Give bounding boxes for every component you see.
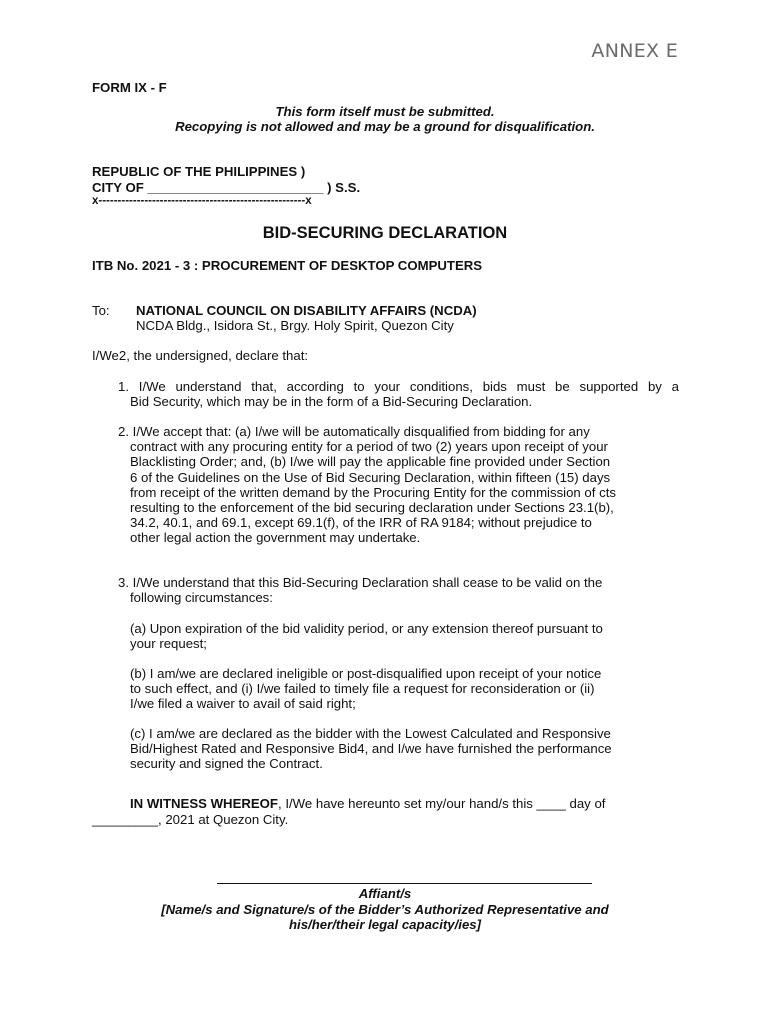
item-3	[118, 575, 679, 605]
separator-line: x------------------------------------------------------x	[92, 195, 312, 207]
item-2-line: other legal action the government may undertake.	[130, 530, 421, 546]
itb-line: ITB No. 2021 - 3 : PROCUREMENT OF DESKTOP COMPUTERS	[92, 258, 483, 273]
republic-line: REPUBLIC OF THE PHILIPPINES )	[92, 164, 306, 179]
document-title: BID-SECURING DECLARATION	[262, 224, 508, 242]
sub-item-b-line: I/we filed a waiver to avail of said right;	[130, 696, 356, 712]
sub-item-b-line: to such effect, and (i) I/we failed to timely file a request for reconsideration or (ii)	[130, 681, 595, 697]
sub-item-a-line: (a) Upon expiration of the bid validity period, or any extension thereof pursuant to	[130, 621, 603, 636]
witness-text: , I/We have hereunto set my/our hand/s this ____ day of	[278, 796, 606, 811]
item-1-line: 1. I/We understand that, according to your conditions, bids must be supported by a	[118, 379, 679, 394]
sub-item-c-line: security and signed the Contract.	[130, 756, 323, 772]
to-label: To:	[92, 303, 110, 318]
item-3-line: 3. I/We understand that this Bid-Securing Declaration shall cease to be valid on the	[118, 575, 603, 590]
form-number: FORM IX - F	[92, 80, 167, 95]
item-2-line: contract with any procuring entity for a period of two (2) years upon receipt of your	[130, 439, 608, 455]
notice-line-2: Recopying is not allowed and may be a ground for disqualification.	[175, 119, 595, 134]
item-1-line: Bid Security, which may be in the form of a Bid-Securing Declaration.	[130, 394, 533, 410]
item-1	[118, 379, 679, 409]
witness-date-line: _________, 2021 at Quezon City.	[92, 812, 289, 827]
intro-line: I/We2, the undersigned, declare that:	[92, 348, 309, 363]
item-2-line: from receipt of the written demand by the Procuring Entity for the commission of cts	[130, 484, 616, 500]
item-2-line: resulting to the enforcement of the bid securing declaration under Sections 23.1(b),	[130, 500, 614, 516]
item-2	[118, 424, 679, 546]
annex-label: ANNEX E	[591, 40, 678, 62]
item-2-line: 6 of the Guidelines on the Use of Bid Securing Declaration, within fifteen (15) days	[130, 469, 611, 485]
signature-caption-2: his/her/their legal capacity/ies]	[288, 917, 482, 932]
item-2-line: Blacklisting Order; and, (b) I/we will pay the applicable fine provided under Section	[130, 454, 611, 470]
addressee-address: NCDA Bldg., Isidora St., Brgy. Holy Spirit, Quezon City	[136, 318, 454, 333]
item-2-line: 2. I/We accept that: (a) I/we will be automatically disqualified from bidding for any	[118, 424, 590, 439]
witness-heading: IN WITNESS WHEREOF	[130, 796, 278, 811]
sub-item-c-line: Bid/Highest Rated and Responsive Bid4, and I/we have furnished the performance	[130, 741, 612, 757]
item-2-line: 34.2, 40.1, and 69.1, except 69.1(f), of the IRR of RA 9184; without prejudice to	[130, 515, 592, 531]
item-3-line: following circumstances:	[130, 590, 273, 606]
signature-caption-1: [Name/s and Signature/s of the Bidder’s Authorized Representative and	[161, 902, 609, 917]
notice-line-1: This form itself must be submitted.	[275, 104, 495, 119]
sub-item-a	[130, 621, 679, 651]
signature-line	[217, 883, 592, 884]
sub-item-a-line: your request;	[130, 636, 207, 652]
sub-item-c-line: (c) I am/we are declared as the bidder with the Lowest Calculated and Responsive	[130, 726, 611, 741]
sub-item-b	[130, 666, 679, 712]
sub-item-b-line: (b) I am/we are declared ineligible or post-disqualified upon receipt of your notice	[130, 666, 602, 681]
witness-line	[130, 796, 605, 811]
addressee-name: NATIONAL COUNCIL ON DISABILITY AFFAIRS (NCDA)	[136, 303, 477, 318]
affiant-label: Affiant/s	[358, 886, 412, 901]
sub-item-c	[130, 726, 679, 772]
city-line: CITY OF ________________________ ) S.S.	[92, 180, 361, 195]
